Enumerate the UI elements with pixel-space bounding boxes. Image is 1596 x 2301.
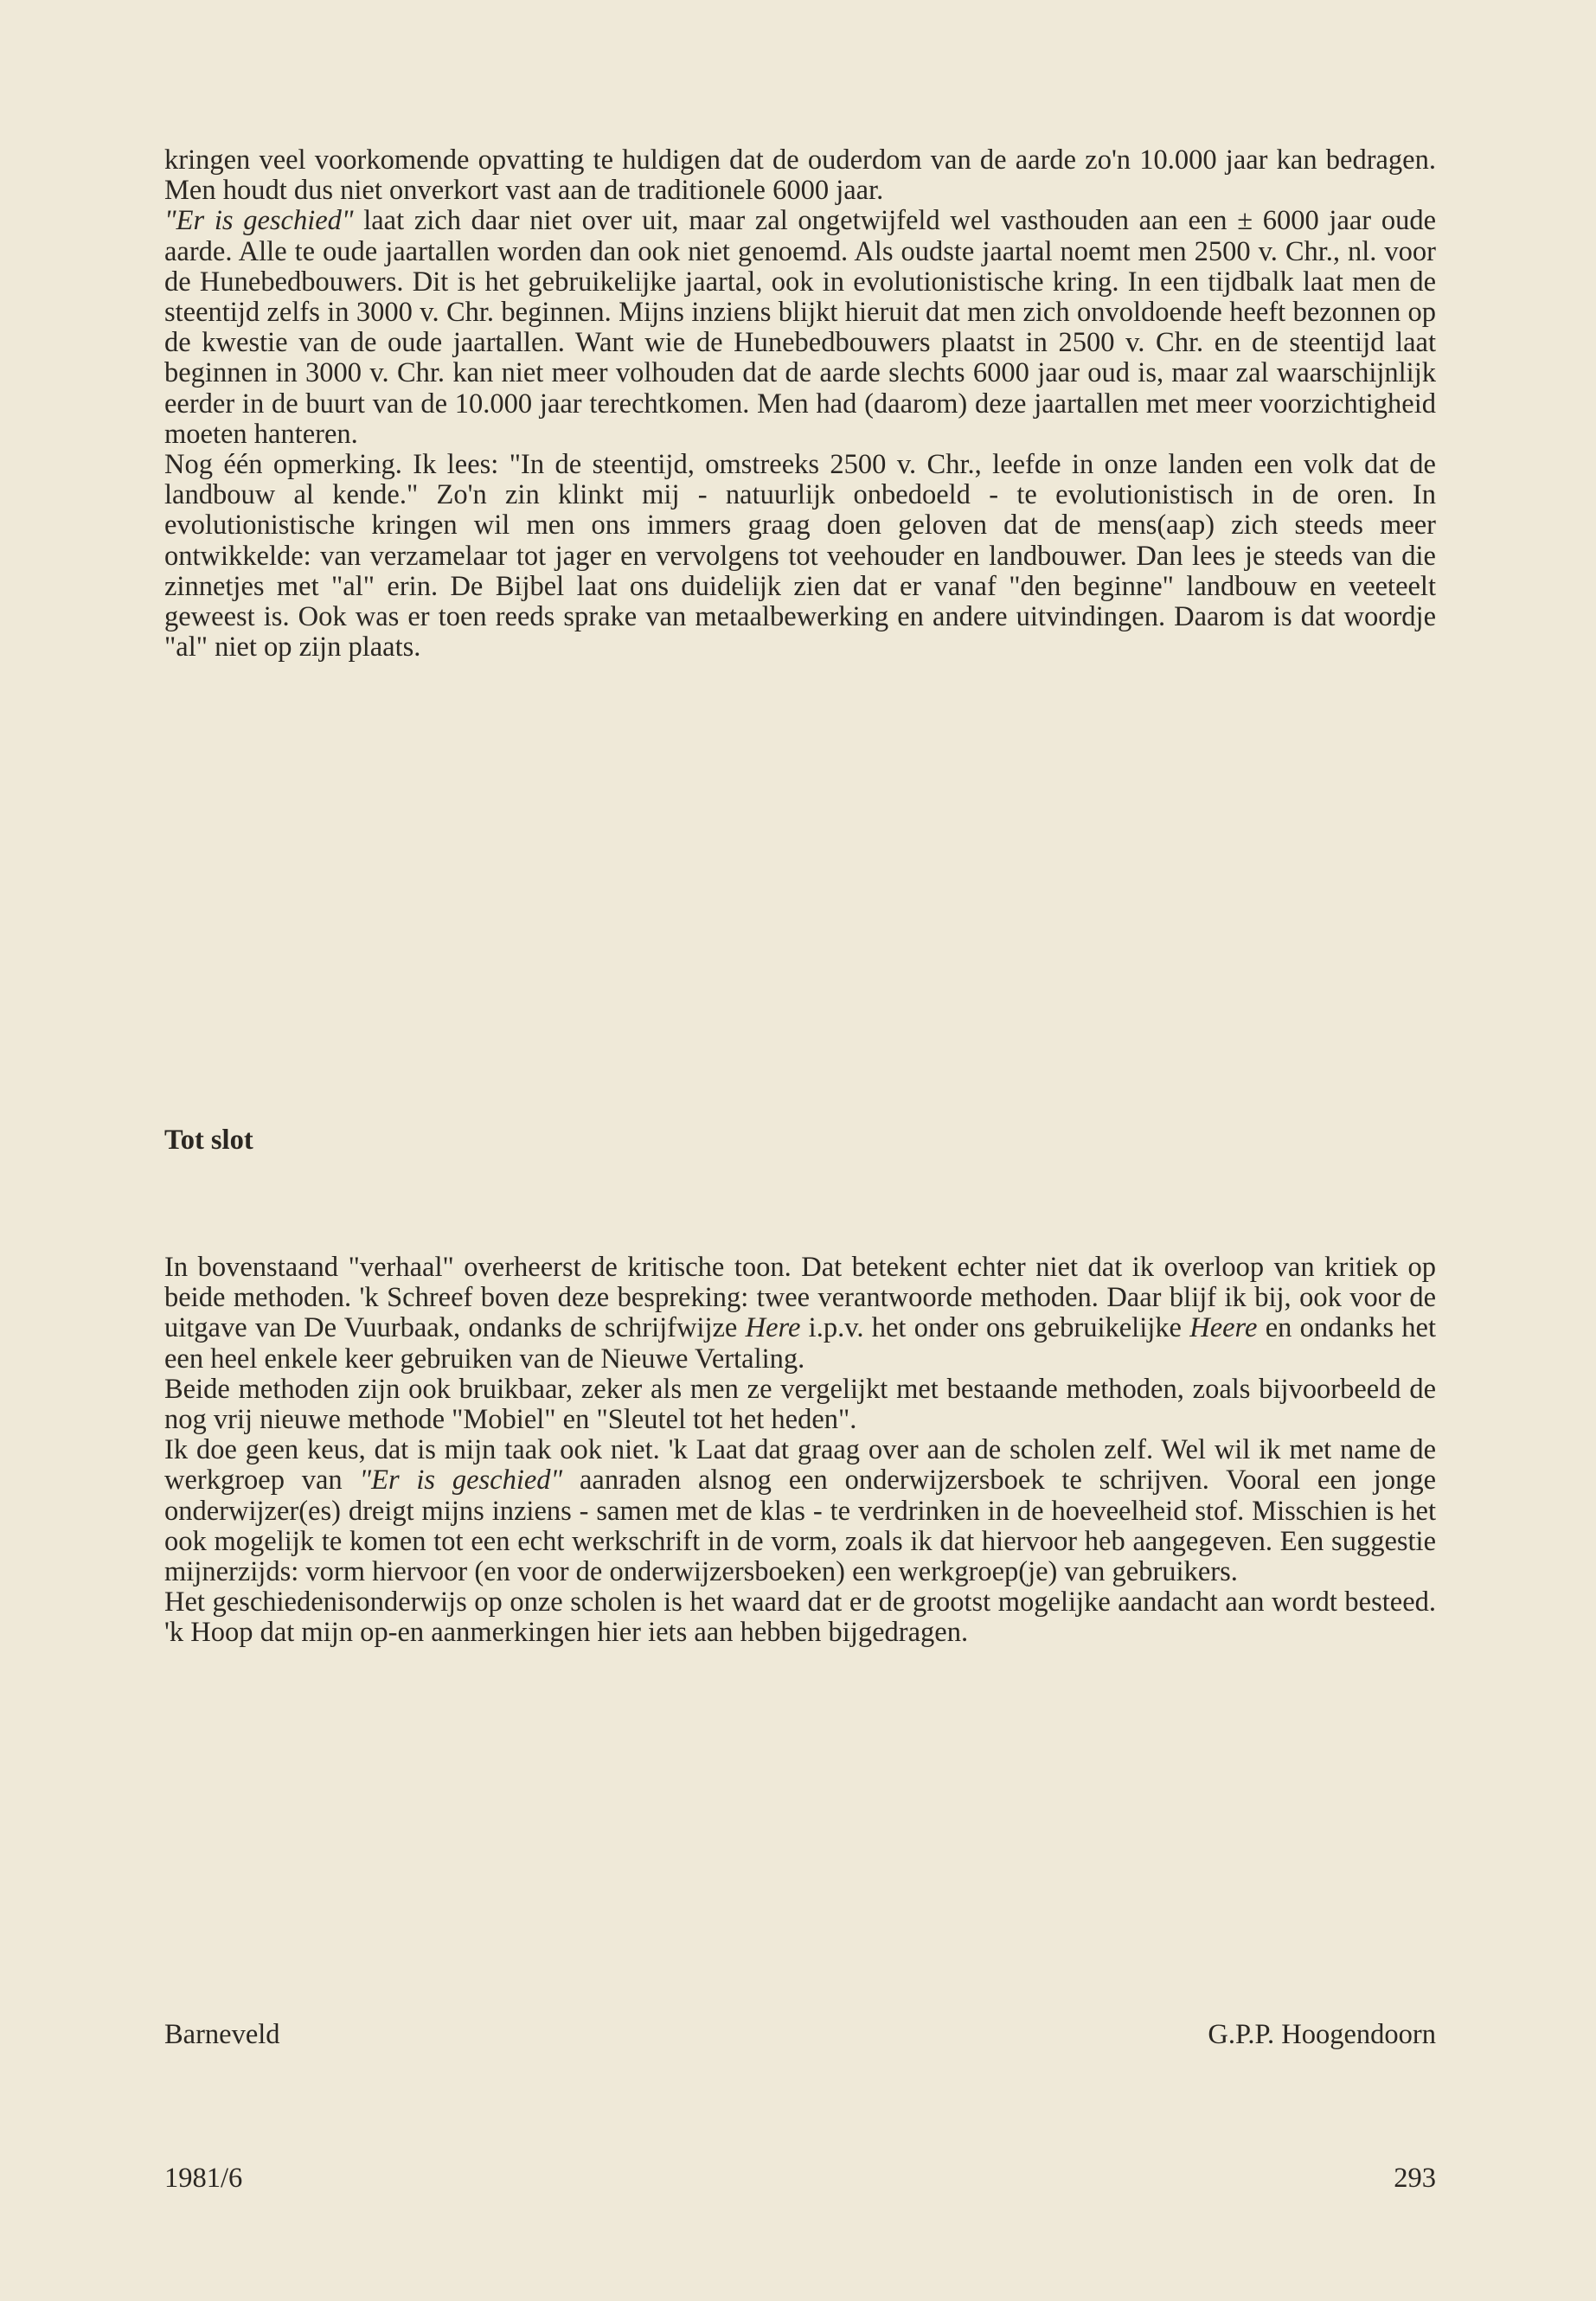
paragraph: "Er is geschied" laat zich daar niet over uit, maar zal ongetwijfeld wel vasthouden aan een ± 6000 jaar oude aarde. Alle te oude jaartallen worden dan ook niet genoemd. Als oudste jaartal noemt men 2500 v. Chr., nl. voor de Hunebedbouwers. Dit is het gebruikelijke jaartal, ook in evolutionistische kring. In een tijdbalk laat men de steentijd zelfs in 3000 v. Chr. beginnen. Mijns inziens blijkt hieruit dat men zich onvoldoende heeft bezonnen op de kwestie van de oude jaartallen. Want wie de Hunebedbouwers plaatst in 2500 v. Chr. en de steentijd laat beginnen in 3000 v. Chr. kan niet meer volhouden dat de aarde slechts 6000 jaar oud is, maar zal waarschijnlijk eerder in de buurt van de 10.000 jaar terechtkomen. Men had (daarom) deze jaartallen met meer voorzichtigheid moeten hanteren. xyxy=(164,205,1436,450)
paragraph: Het geschiedenisonderwijs op onze scholen is het waard dat er de grootst mogelijke aandacht aan wordt besteed. 'k Hoop dat mijn op-en aanmerkingen hier iets aan hebben bijgedragen. xyxy=(164,1586,1436,1649)
book-title: "Er is geschied" xyxy=(164,205,354,237)
paragraph: Nog één opmerking. Ik lees: "In de steentijd, omstreeks 2500 v. Chr., leefde in onze landen een volk dat de landbouw al kende." Zo'n zin klinkt mij - natuurlijk onbedoeld - te evolutionistisch in de oren. In evolutionistische kringen wil men ons immers graag doen geloven dat de mens(aap) zich steeds meer ontwikkelde: van verzamelaar tot jager en vervolgens tot veehouder en landbouwer. Dan lees je steeds van die zinnetjes met "al" erin. De Bijbel laat ons duidelijk zien dat er vanaf "den beginne" landbouw en veeteelt geweest is. Ook was er toen reeds sprake van metaalbewerking en andere uitvindingen. Daarom is dat woordje "al" niet op zijn plaats. xyxy=(164,449,1436,663)
paragraph: Beide methoden zijn ook bruikbaar, zeker als men ze vergelijkt met bestaande methoden, zoals bijvoorbeeld de nog vrij nieuwe methode "Mobiel" en "Sleutel tot het heden". xyxy=(164,1373,1436,1436)
paragraph: kringen veel voorkomende opvatting te huldigen dat de ouderdom van de aarde zo'n 10.000 jaar kan bedragen. Men houdt dus niet onverkort vast aan de traditionele 6000 jaar. xyxy=(164,144,1436,207)
signature-line xyxy=(164,2019,1436,2050)
body-section-1 xyxy=(164,145,1436,663)
place: Barneveld xyxy=(164,2019,280,2050)
issue-number: 1981/6 xyxy=(164,2163,243,2194)
page-footer xyxy=(164,2163,1436,2194)
section-heading: Tot slot xyxy=(164,1125,253,1156)
paragraph: In bovenstaand "verhaal" overheerst de kritische toon. Dat betekent echter niet dat ik overloop van kritiek op beide methoden. 'k Schreef boven deze bespreking: twee verantwoorde methoden. Daar blijf ik bij, ook voor de uitgave van De Vuurbaak, ondanks de schrijfwijze Here i.p.v. het onder ons gebruikelijke Heere en ondanks het een heel enkele keer gebruiken van de Nieuwe Vertaling. xyxy=(164,1252,1436,1375)
author: G.P.P. Hoogendoorn xyxy=(1208,2019,1436,2050)
paragraph: Ik doe geen keus, dat is mijn taak ook niet. 'k Laat dat graag over aan de scholen zelf. Wel wil ik met name de werkgroep van "Er is geschied" aanraden alsnog een onderwijzersboek te schrijven. Vooral een jonge onderwijzer(es) dreigt mijns inziens - samen met de klas - te verdrinken in de hoeveelheid stof. Misschien is het ook mogelijk te komen tot een echt werkschrift in de vorm, zoals ik dat hiervoor heb aangegeven. Een suggestie mijnerzijds: vorm hiervoor (en voor de onderwijzersboeken) een werkgroep(je) van gebruikers. xyxy=(164,1434,1436,1588)
page-number: 293 xyxy=(1394,2163,1436,2194)
body-section-2 xyxy=(164,1253,1436,1649)
book-title: "Er is geschied" xyxy=(359,1465,563,1497)
